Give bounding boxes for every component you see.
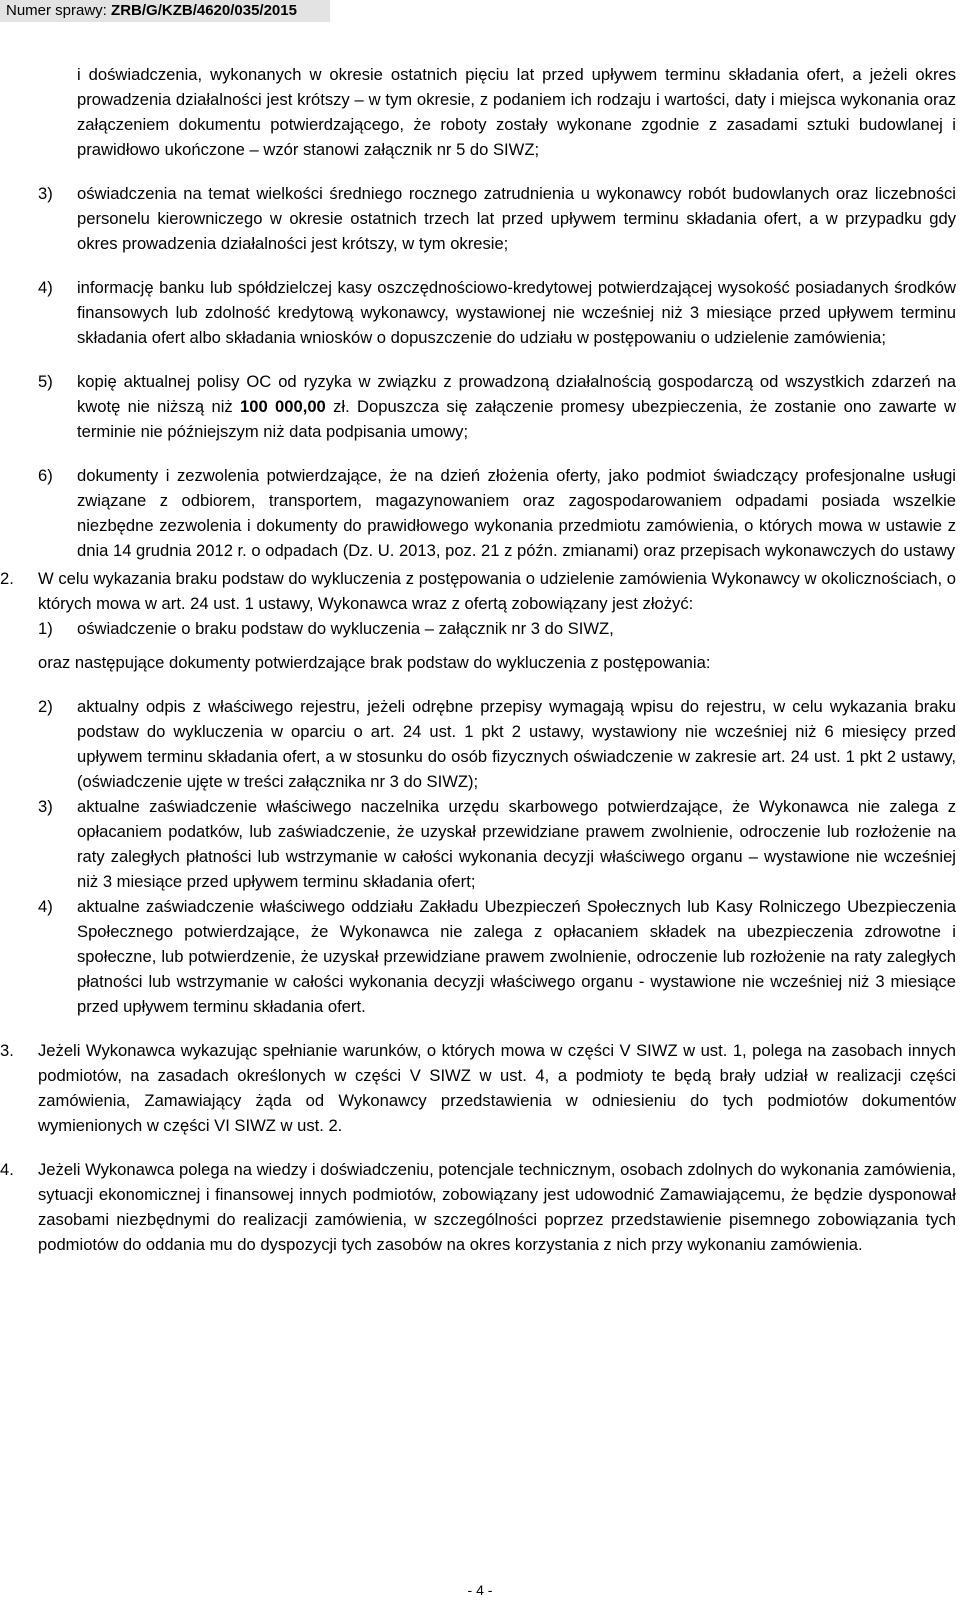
list-item-3 bbox=[38, 181, 956, 256]
section-number: 3. bbox=[0, 1041, 14, 1060]
list-item-text-b: zł. Dopuszcza się załączenie promesy ubezpieczenia, że zostanie ono zawarte w terminie nie późniejszym niż data podpisania umowy; bbox=[77, 397, 956, 441]
section-2-item-4 bbox=[38, 894, 956, 1019]
list-item-text: oświadczenie o braku podstaw do wykluczenia – załącznik nr 3 do SIWZ, bbox=[77, 619, 614, 638]
list-item-text: kopię aktualnej polisy OC od ryzyka w związku z prowadzoną działalnością gospodarczą od wszystkich zdarzeń na kwotę nie niższą niż bbox=[77, 372, 956, 416]
list-item-number: 3) bbox=[38, 797, 53, 816]
document-body bbox=[0, 62, 956, 1257]
item2-continuation: i doświadczenia, wykonanych w okresie ostatnich pięciu lat przed upływem terminu składania ofert, a jeżeli okres prowadzenia działalności jest krótszy – w tym okresie, z podaniem ich rodzaju i wartości, daty i miejsca wykonania oraz załączeniem dokumentu potwierdzającego, że roboty zostały wykonane zgodnie z zasadami sztuki budowlanej i prawidłowo ukończone – wzór stanowi załącznik nr 5 do SIWZ; bbox=[77, 65, 956, 159]
case-number-header bbox=[0, 0, 330, 22]
list-item-number: 5) bbox=[38, 372, 53, 391]
list-item-text: aktualne zaświadczenie właściwego naczelnika urzędu skarbowego potwierdzające, że Wykonawca nie zalega z opłacaniem podatków, lub zaświadczenie, że uzyskał przewidziane prawem zwolnienie, odroczenie lub rozłożenie na raty zaległych płatności lub wstrzymanie w całości wykonania decyzji właściwego organu – wystawione nie wcześniej niż 3 miesiące przed upływem terminu składania ofert; bbox=[77, 797, 956, 891]
list-item-number: 4) bbox=[38, 278, 53, 297]
list-item-text: aktualny odpis z właściwego rejestru, jeżeli odrębne przepisy wymagają wpisu do rejestru, w celu wykazania braku podstaw do wykluczenia w oparciu o art. 24 ust. 1 pkt 2 ustawy, wystawiony nie wcześniej niż 6 miesięcy przed upływem terminu składania ofert, a w stosunku do osób fizycznych oświadczenie w zakresie art. 24 ust. 1 pkt 2 ustawy, (oświadczenie ujęte w treści załącznika nr 3 do SIWZ); bbox=[77, 697, 956, 791]
section-3 bbox=[0, 1038, 956, 1138]
list-item-number: 2) bbox=[38, 697, 53, 716]
section-text: Jeżeli Wykonawca wykazując spełnianie warunków, o których mowa w części V SIWZ w ust. 1, polega na zasobach innych podmiotów, na zasadach określonych w części V SIWZ w ust. 4, a podmioty te będą brały udział w realizacji części zamówienia, Zamawiający żąda od Wykonawcy przedstawienia w odniesieniu do tych podmiotów dokumentów wymienionych w części VI SIWZ w ust. 2. bbox=[38, 1041, 956, 1135]
list-item-text: aktualne zaświadczenie właściwego oddziału Zakładu Ubezpieczeń Społecznych lub Kasy Rolniczego Ubezpieczenia Społecznego potwierdzające, że Wykonawca nie zalega z opłacaniem składek na ubezpieczenia zdrowotne i społeczne, lub potwierdzenie, że uzyskał przewidziane prawem zwolnienie, odroczenie lub rozłożenie na raty zaległych płatności lub wstrzymanie w całości wykonania decyzji właściwego organu - wystawione nie wcześniej niż 3 miesiące przed upływem terminu składania ofert. bbox=[77, 897, 956, 1016]
section-4 bbox=[0, 1157, 956, 1257]
section-number: 4. bbox=[0, 1160, 14, 1179]
list-item-number: 4) bbox=[38, 897, 53, 916]
case-number-value: ZRB/G/KZB/4620/035/2015 bbox=[111, 2, 297, 19]
section-2-intro: oraz następujące dokumenty potwierdzające brak podstaw do wykluczenia z postępowania: bbox=[38, 653, 711, 672]
list-item-5 bbox=[38, 369, 956, 444]
section-number: 2. bbox=[0, 569, 14, 588]
insurance-amount: 100 000,00 bbox=[240, 397, 326, 416]
section-text: W celu wykazania braku podstaw do wykluczenia z postępowania o udzielenie zamówienia Wykonawcy w okolicznościach, o których mowa w art. 24 ust. 1 ustawy, Wykonawca wraz z ofertą zobowiązany jest złożyć: bbox=[38, 569, 956, 613]
case-number-label: Numer sprawy: bbox=[6, 2, 112, 19]
list-item-text: informację banku lub spółdzielczej kasy oszczędnościowo-kredytowej potwierdzającej wysokość posiadanych środków finansowych lub zdolność kredytową wykonawcy, wystawionej nie wcześniej niż 3 miesiące przed upływem terminu składania ofert albo składania wniosków o dopuszczenie do udziału w postępowaniu o udzielenie zamówienia; bbox=[77, 278, 956, 347]
list-item-text: dokumenty i zezwolenia potwierdzające, że na dzień złożenia oferty, jako podmiot świadczący profesjonalne usługi związane z odbiorem, transportem, magazynowaniem oraz zagospodarowaniem odpadami posiada wszelkie niezbędne zezwolenia i dokumenty do prawidłowego wykonania przedmiotu zamówienia, o których mowa w ustawie z dnia 14 grudnia 2012 r. o odpadach (Dz. U. 2013, poz. 21 z późn. zmianami) oraz przepisach wykonawczych do ustawy bbox=[77, 466, 956, 560]
list-item-number: 3) bbox=[38, 184, 53, 203]
list-item-number: 1) bbox=[38, 619, 53, 638]
section-2-item-2 bbox=[38, 694, 956, 794]
list-item-number: 6) bbox=[38, 466, 53, 485]
list-item-6 bbox=[38, 463, 956, 563]
section-2-item-3 bbox=[38, 794, 956, 894]
section-2-item-1 bbox=[38, 616, 956, 641]
list-item-text: oświadczenia na temat wielkości średniego rocznego zatrudnienia u wykonawcy robót budowlanych oraz liczebności personelu kierowniczego w okresie ostatnich trzech lat przed upływem terminu składania ofert, a w przypadku gdy okres prowadzenia działalności jest krótszy, w tym okresie; bbox=[77, 184, 956, 253]
section-text: Jeżeli Wykonawca polega na wiedzy i doświadczeniu, potencjale technicznym, osobach zdolnych do wykonania zamówienia, sytuacji ekonomicznej i finansowej innych podmiotów, zobowiązany jest udowodnić Zamawiającemu, że będzie dysponował zasobami niezbędnymi do realizacji zamówienia, w szczególności poprzez przedstawienie pisemnego zobowiązania tych podmiotów do oddania mu do dyspozycji tych zasobów na okres korzystania z nich przy wykonaniu zamówienia. bbox=[38, 1160, 956, 1254]
section-2 bbox=[0, 566, 956, 616]
page-number: - 4 - bbox=[467, 1582, 493, 1598]
list-item-4 bbox=[38, 275, 956, 350]
